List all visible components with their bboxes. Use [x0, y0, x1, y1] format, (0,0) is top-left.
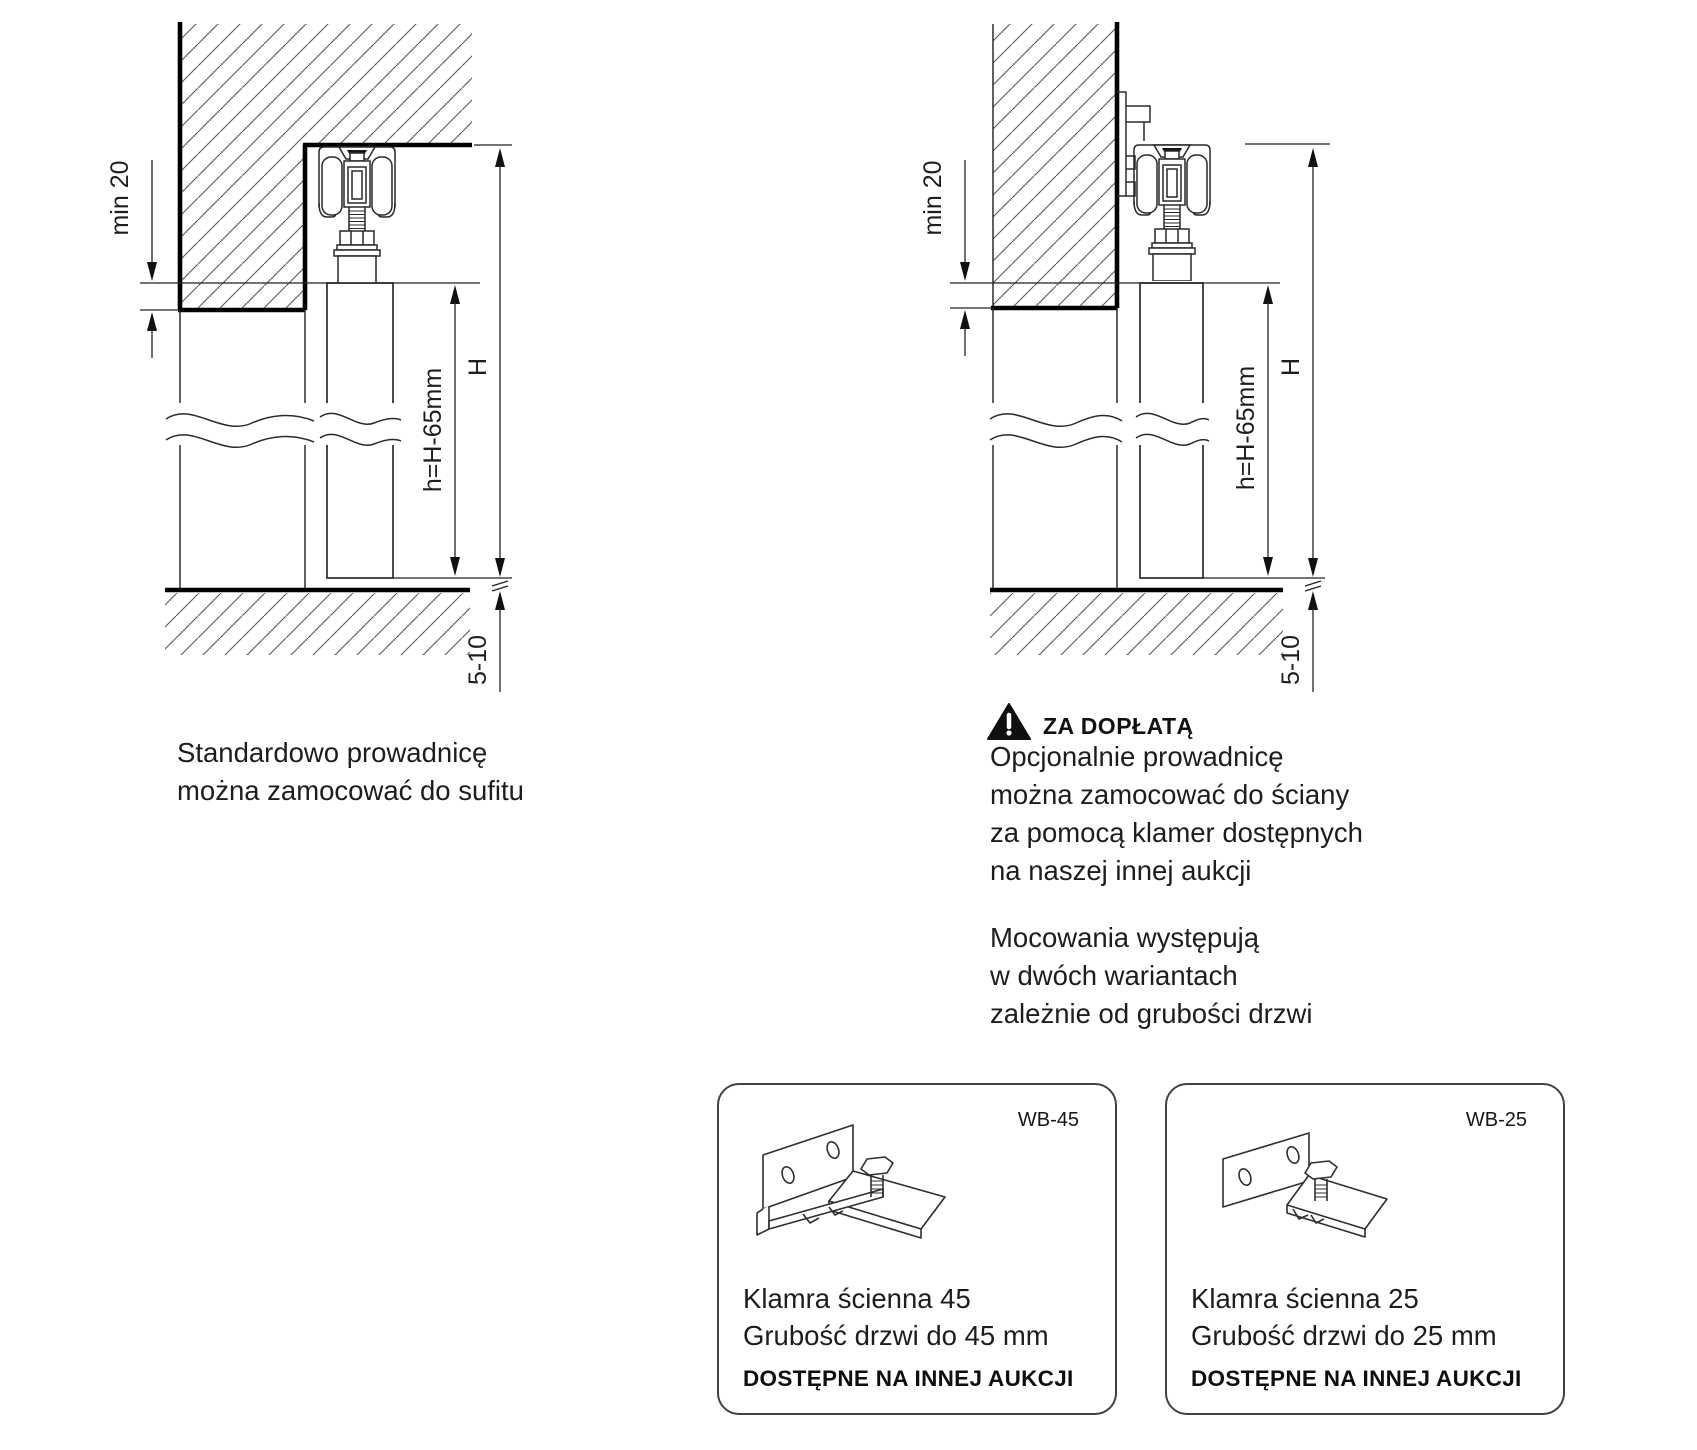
wall-edges: [180, 310, 305, 590]
dimension-total-height: [464, 148, 505, 577]
bracket-subtitle: Grubość drzwi do 25 mm: [1191, 1320, 1497, 1351]
dim-H-label: H: [464, 357, 492, 377]
dim-gap-label: 5-10: [1277, 634, 1305, 686]
break-mask: [988, 403, 1124, 445]
floor-hatch: [165, 593, 470, 655]
dimension-min20: [106, 160, 157, 358]
right-caption: [990, 738, 1363, 890]
bracket-card-wb25: [1165, 1083, 1565, 1415]
dimension-floor-gap: [464, 581, 508, 692]
wall-hatch: [993, 24, 1117, 308]
variants-note-line1: Mocowania występują: [990, 922, 1260, 953]
dim-gap-label: 5-10: [464, 634, 492, 686]
variants-note: [990, 919, 1313, 1033]
bracket-25-illustration: [1181, 1117, 1431, 1277]
bracket-availability-note: DOSTĘPNE NA INNEJ AUKCJI: [1191, 1366, 1522, 1391]
warning-triangle-icon: [986, 702, 1032, 742]
bracket-45-illustration: [733, 1117, 983, 1277]
dim-min20-label: min 20: [106, 160, 134, 236]
left-caption-line1: Standardowo prowadnicę: [177, 737, 488, 768]
bracket-code: WB-25: [1465, 1109, 1527, 1131]
left-caption-line2: można zamocować do sufitu: [177, 775, 524, 806]
right-caption-line3: za pomocą klamer dostępnych: [990, 817, 1363, 848]
floor-hatch: [990, 593, 1283, 655]
variants-note-line3: zależnie od grubości drzwi: [990, 998, 1313, 1029]
dim-door-label: h=H-65mm: [1232, 365, 1260, 491]
right-caption-line2: można zamocować do ściany: [990, 779, 1350, 810]
right-caption-line4: na naszej innej aukcji: [990, 855, 1252, 886]
dim-H-label: H: [1277, 357, 1305, 377]
dimension-floor-gap: [1277, 581, 1321, 692]
wall-mount-diagram: [840, 0, 1345, 712]
bracket-title: Klamra ścienna 45: [743, 1283, 971, 1314]
break-mask: [1134, 403, 1210, 445]
right-caption-line1: Opcjonalnie prowadnicę: [990, 741, 1284, 772]
wall-edges: [993, 308, 1117, 590]
bracket-availability-note: DOSTĘPNE NA INNEJ AUKCJI: [743, 1366, 1074, 1391]
break-mask: [164, 403, 316, 445]
left-caption: [177, 734, 524, 810]
bracket-subtitle: Grubość drzwi do 45 mm: [743, 1320, 1049, 1351]
variants-note-line2: w dwóch wariantach: [990, 960, 1238, 991]
ceiling-mount-diagram: [88, 0, 520, 712]
bracket-title: Klamra ścienna 25: [1191, 1283, 1419, 1314]
dimension-total-height: [1277, 148, 1318, 577]
dimension-door-height: [419, 285, 460, 576]
surcharge-label: ZA DOPŁATĄ: [1043, 713, 1194, 739]
dimension-door-height: [1232, 285, 1273, 576]
dim-min20-label: min 20: [919, 160, 947, 236]
bracket-card-wb45: [717, 1083, 1117, 1415]
dimension-min20: [919, 160, 970, 356]
dim-door-label: h=H-65mm: [419, 367, 447, 493]
bracket-code: WB-45: [1017, 1109, 1079, 1131]
break-mask: [318, 403, 402, 445]
